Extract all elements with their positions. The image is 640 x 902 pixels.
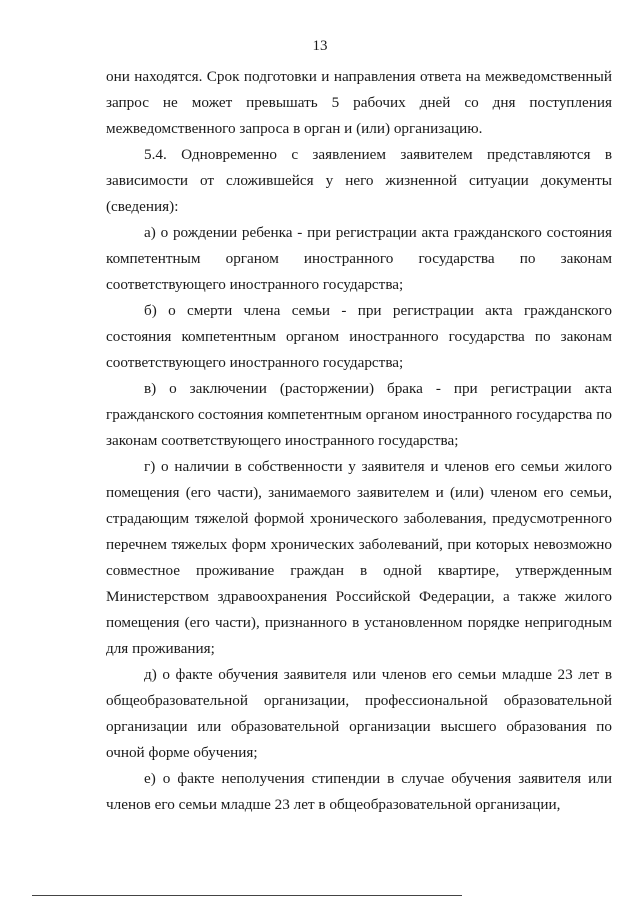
paragraph-item-b: б) о смерти члена семьи - при регистрации акта гражданского состояния компетентным органом иностранного государства по законам соответствующего иностранного государства; — [106, 302, 612, 371]
paragraph-item-e: е) о факте неполучения стипендии в случае обучения заявителя или членов его семьи младше 23 лет в общеобразовательной организации, — [106, 770, 612, 813]
paragraph-5-4: 5.4. Одновременно с заявлением заявителем представляются в зависимости от сложившейся у него жизненной ситуации документы (сведения): — [106, 146, 612, 215]
document-body — [106, 64, 612, 818]
footer-divider — [32, 895, 462, 896]
paragraph-item-v: в) о заключении (расторжении) брака - при регистрации акта гражданского состояния компетентным органом иностранного государства по законам соответствующего иностранного государства; — [106, 380, 612, 449]
paragraph-continuation: они находятся. Срок подготовки и направления ответа на межведомственный запрос не может превышать 5 рабочих дней со дня поступления межведомственного запроса в орган и (или) организацию. — [106, 68, 612, 137]
paragraph-item-g: г) о наличии в собственности у заявителя и членов его семьи жилого помещения (его части), занимаемого заявителем и (или) членом его семьи, страдающим тяжелой формой хронического заболевания, предусмотренного перечнем тяжелых форм хронических заболеваний, при которых невозможно совместное проживание граждан в одной квартире, утвержденным Министерством здравоохранения Российской Федерации, а также жилого помещения (его части), признанного в установленном порядке непригодным для проживания; — [106, 458, 612, 657]
paragraph-item-d: д) о факте обучения заявителя или членов его семьи младше 23 лет в общеобразовательной организации, профессиональной образовательной организации или образовательной организации высшего образования по очной форме обучения; — [106, 666, 612, 761]
paragraph-item-a: а) о рождении ребенка - при регистрации акта гражданского состояния компетентным органом иностранного государства по законам соответствующего иностранного государства; — [106, 224, 612, 293]
page-number: 13 — [312, 38, 328, 54]
